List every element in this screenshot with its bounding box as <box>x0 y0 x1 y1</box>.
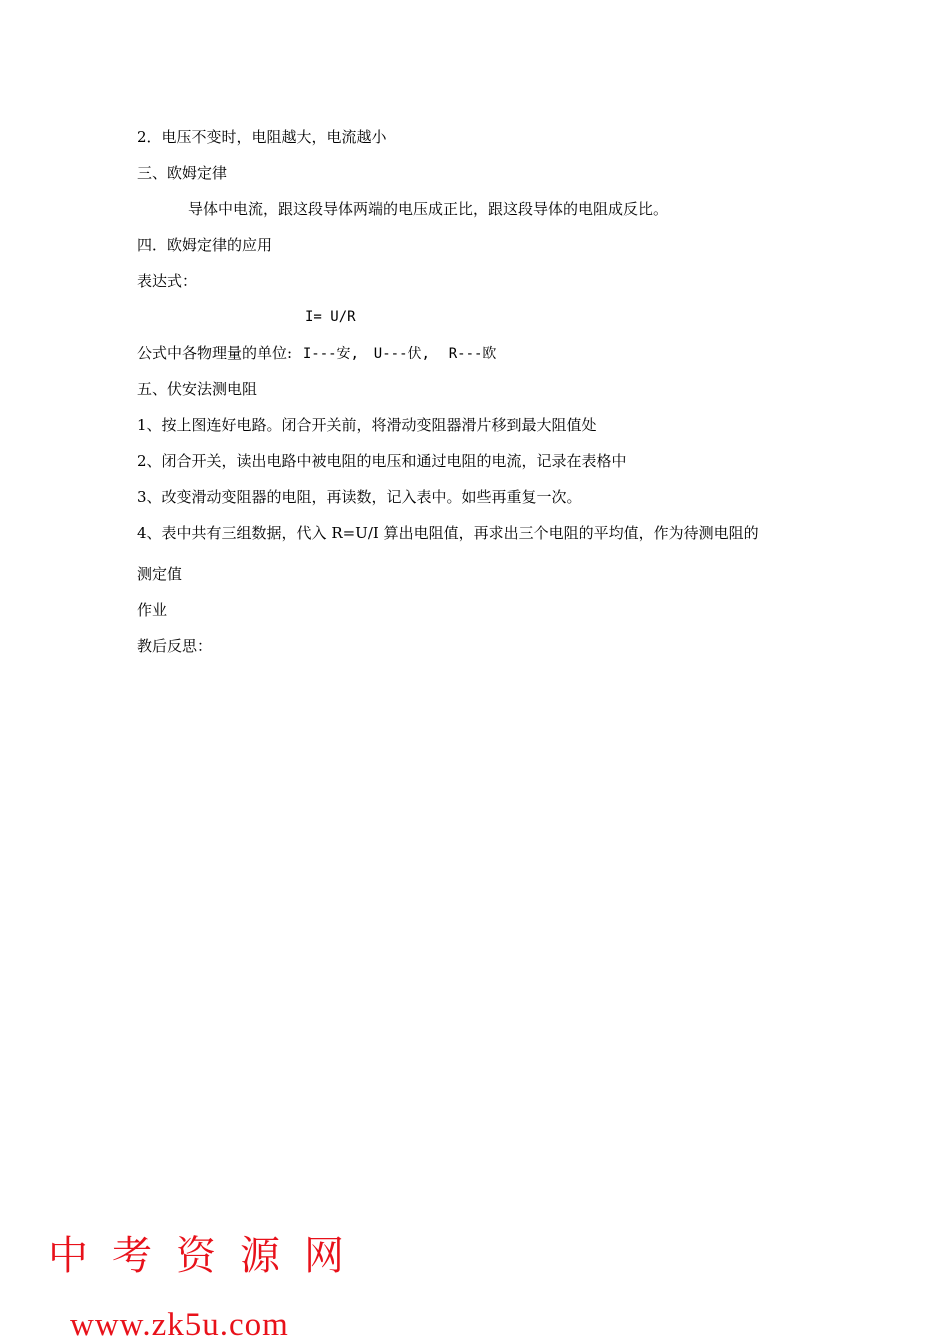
step-2: 2、闭合开关，读出电路中被电阻的电压和通过电阻的电流，记录在表格中 <box>137 452 627 470</box>
unit-resistance: R---欧 <box>448 346 497 362</box>
step-4-continued: 测定值 <box>137 565 183 583</box>
homework-heading: 作业 <box>137 601 168 619</box>
watermark-site-url[interactable]: www.zk5u.com <box>70 1307 289 1343</box>
section-3-heading: 三、欧姆定律 <box>137 164 228 182</box>
section-4-heading: 四．欧姆定律的应用 <box>137 236 273 254</box>
ohms-law-statement: 导体中电流，跟这段导体两端的电压成正比，跟这段导体的电阻成反比。 <box>188 200 669 218</box>
reflection-heading: 教后反思： <box>137 637 213 655</box>
step-3: 3、改变滑动变阻器的电阻，再读数，记入表中。如些再重复一次。 <box>137 488 582 506</box>
point-2-text: 2．电压不变时，电阻越大，电流越小 <box>137 128 387 146</box>
units-line <box>137 343 496 364</box>
ohms-law-formula: I= U/R <box>305 309 356 325</box>
step-1: 1、按上图连好电路。闭合开关前，将滑动变阻器滑片移到最大阻值处 <box>137 416 597 434</box>
step-4: 4、表中共有三组数据，代入 R=U/I 算出电阻值，再求出三个电阻的平均值，作为待测电阻的 <box>137 524 759 542</box>
units-label: 公式中各物理量的单位: <box>137 344 293 362</box>
unit-current: I---安, <box>302 346 359 362</box>
watermark-site-name: 中考资源网 <box>48 1233 368 1279</box>
expression-label: 表达式： <box>137 272 198 290</box>
section-5-heading: 五、伏安法测电阻 <box>137 380 258 398</box>
unit-voltage: U---伏, <box>373 346 430 362</box>
